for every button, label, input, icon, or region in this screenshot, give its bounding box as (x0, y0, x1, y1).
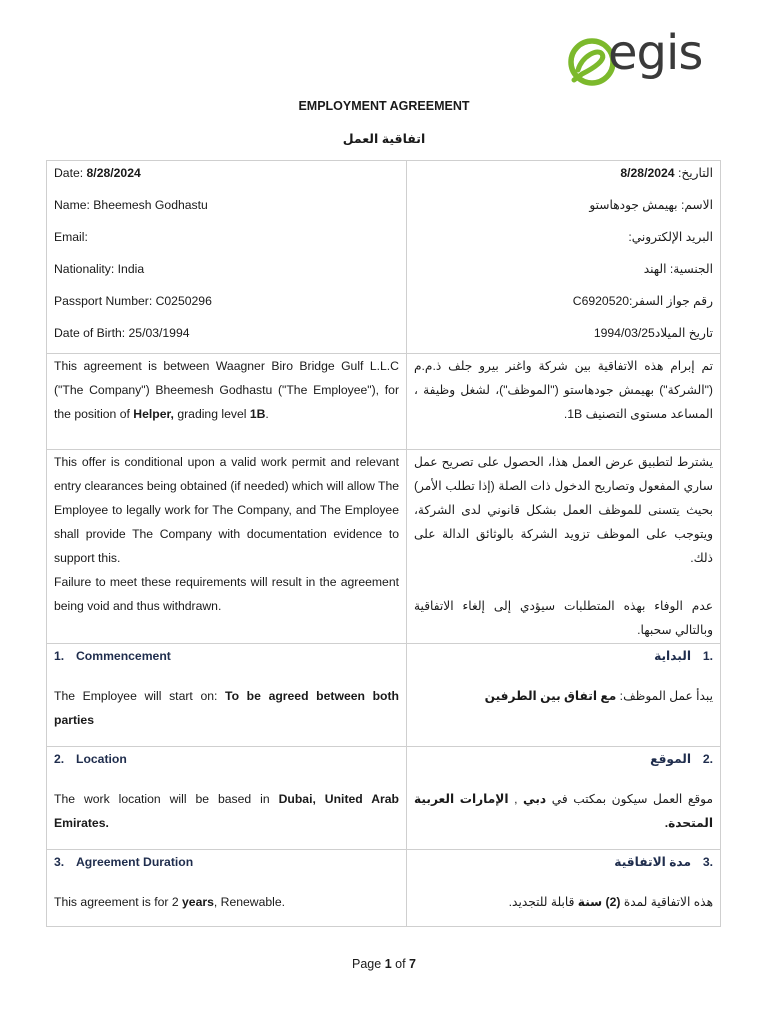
conditions-en (47, 450, 407, 644)
commencement-heading: 1. Commencement (54, 649, 171, 663)
duration-heading-ar: .3مدة الاتفاقية (614, 855, 713, 869)
conditions-row (47, 450, 721, 644)
name-ar: الاسم: بهيمش جودهاستو (589, 198, 713, 212)
details-row (47, 161, 721, 354)
commencement-ar (407, 644, 721, 747)
conditions-p1-ar: يشترط لتطبيق عرض العمل هذا، الحصول على تصريح عمل ساري المفعول وتصاريح الدخول ذات الصلة (إذا تطلب الأمر) بحيث يتسنى للموظف العمل بشكل قانوني لدى الشركة، ويتوجب على الموظف تزويد الشركة بالوثائق الدالة على ذلك. (414, 455, 713, 565)
location-text-ar: موقع العمل سيكون بمكتب في دبي , الإمارات العربية المتحدة. (414, 792, 713, 830)
details-ar (407, 161, 721, 354)
name-en: Name: Bheemesh Godhastu (54, 198, 208, 212)
duration-heading: 3. Agreement Duration (54, 855, 194, 869)
date-ar: التاريخ: 8/28/2024 (620, 166, 713, 180)
agreement-table (46, 160, 721, 927)
date-en: Date: 8/28/2024 (54, 166, 141, 180)
nationality-ar: الجنسية: الهند (643, 262, 713, 276)
email-ar: البريد الإلكتروني: (628, 230, 713, 244)
conditions-p2-ar: عدم الوفاء بهذه المتطلبات سيؤدي إلى إلغاء الاتفاقية وبالتالي سحبها. (414, 599, 713, 637)
agreement-en (47, 354, 407, 450)
passport-ar: رقم جواز السفر:C6920520 (572, 294, 713, 308)
commencement-text-ar: يبدأ عمل الموظف: مع اتفاق بين الطرفين (484, 689, 713, 703)
duration-text-ar: هذه الاتفاقية لمدة (2) سنة قابلة للتجديد. (508, 895, 713, 909)
details-en (47, 161, 407, 354)
agreement-ar (407, 354, 721, 450)
dob-ar: تاريخ الميلاد1994/03/25 (593, 326, 713, 340)
duration-row (47, 850, 721, 927)
dob-en: Date of Birth: 25/03/1994 (54, 326, 190, 340)
commencement-heading-ar: .1البداية (654, 649, 713, 663)
conditions-p2-en: Failure to meet these requirements will result in the agreement being void and thus withdrawn. (54, 575, 399, 613)
location-text-en: The work location will be based in Dubai, United Arab Emirates. (54, 792, 399, 830)
location-heading: 2. Location (54, 752, 127, 766)
commencement-text-en: The Employee will start on: To be agreed between both parties (54, 689, 399, 727)
commencement-row (47, 644, 721, 747)
location-heading-ar: .2الموقع (650, 752, 713, 766)
conditions-ar (407, 450, 721, 644)
commencement-en (47, 644, 407, 747)
location-row (47, 747, 721, 850)
agreement-row (47, 354, 721, 450)
duration-text-en: This agreement is for 2 years, Renewable. (54, 895, 286, 909)
conditions-p1-en: This offer is conditional upon a valid work permit and relevant entry clearances being obtained (if needed) which will allow The Employee to legally work for The Company, and The Employee shall provide The Company with documentation evidence to support this. (54, 455, 399, 565)
agreement-text-ar: تم إبرام هذه الاتفاقية بين شركة واغنر بيرو جلف ذ.م.م ("الشركة") بهيمش جودهاستو ("الموظف")، لشغل وظيفة ، المساعد مستوى التصنيف 1B. (414, 359, 713, 421)
location-ar (407, 747, 721, 850)
egis-logo-mark (571, 41, 613, 83)
duration-en (47, 850, 407, 927)
document-title: EMPLOYMENT AGREEMENT (298, 99, 470, 113)
location-en (47, 747, 407, 850)
email-en: Email: (54, 230, 88, 244)
nationality-en: Nationality: India (54, 262, 145, 276)
logo-wordmark: egis (608, 25, 703, 81)
duration-ar (407, 850, 721, 927)
page-number: Page 1 of 7 (352, 957, 416, 971)
document-title-arabic: اتفاقية العمل (342, 132, 426, 146)
passport-en: Passport Number: C0250296 (54, 294, 212, 308)
agreement-text-en: This agreement is between Waagner Biro Bridge Gulf L.L.C ("The Company") Bheemesh Godhastu ("The Employee"), for the position of Helper, grading level 1B. (54, 359, 399, 421)
